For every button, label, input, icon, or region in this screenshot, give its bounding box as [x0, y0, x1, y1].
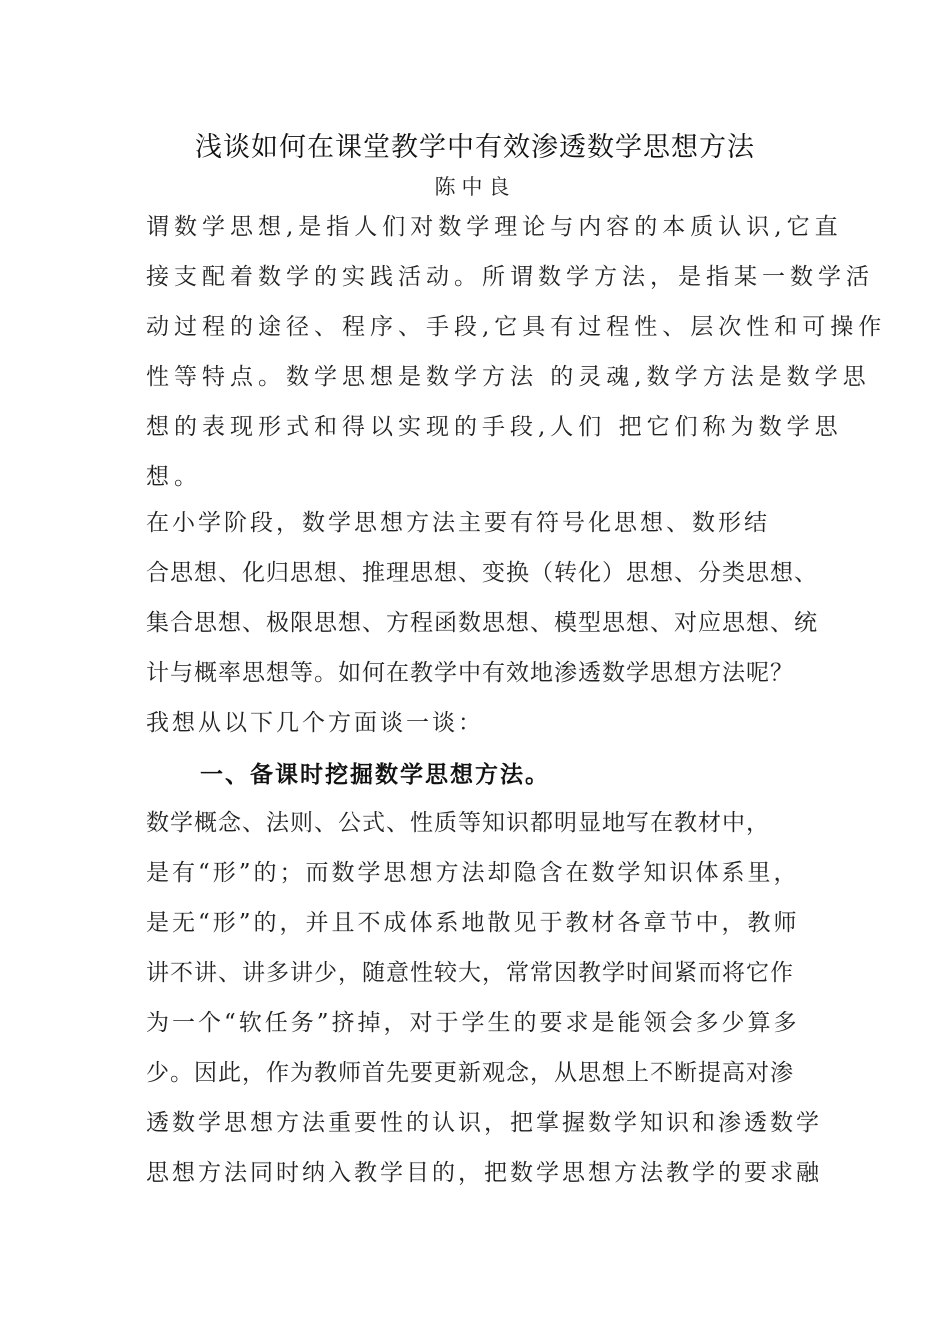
paragraph-line: 讲不讲、讲多讲少，随意性较大，常常因教学时间紧而将它作: [146, 960, 794, 986]
paragraph-line: 在小学阶段，数学思想方法主要有符号化思想、数形结: [146, 510, 770, 536]
paragraph-line: 为一个“软任务”挤掉，对于学生的要求是能领会多少算多: [146, 1010, 800, 1036]
paragraph-line: 想。: [146, 464, 202, 490]
paragraph-line: 谓数学思想,是指人们对数学理论与内容的本质认识,它直: [146, 214, 843, 240]
paragraph-line: 动过程的途径、程序、手段,它具有过程性、层次性和可操作: [146, 314, 887, 340]
author-name: 陈中良: [434, 175, 516, 199]
section-heading: 一、备课时挖掘数学思想方法。: [200, 762, 550, 788]
paragraph-line: 思想方法同时纳入教学目的，把数学思想方法教学的要求融: [146, 1160, 822, 1186]
paragraph-line: 接支配着数学的实践活动。所谓数学方法，是指某一数学活: [146, 264, 874, 290]
paragraph-line: 是有“形”的；而数学思想方法却隐含在数学知识体系里，: [146, 860, 800, 886]
paragraph-line: 合思想、化归思想、推理思想、变换（转化）思想、分类思想、: [146, 560, 818, 586]
paragraph-line: 性等特点。数学思想是数学方法 的灵魂,数学方法是数学思: [146, 364, 871, 390]
paragraph-line: 想的表现形式和得以实现的手段,人们 把它们称为数学思: [146, 414, 843, 440]
document-title: 浅谈如何在课堂教学中有效渗透数学思想方法: [195, 132, 755, 163]
paragraph-line: 透数学思想方法重要性的认识，把掌握数学知识和渗透数学: [146, 1110, 822, 1136]
paragraph-line: 集合思想、极限思想、方程函数思想、模型思想、对应思想、统: [146, 610, 818, 636]
paragraph-line: 我想从以下几个方面谈一谈：: [146, 710, 484, 736]
paragraph-line: 是无“形”的，并且不成体系地散见于教材各章节中，教师: [146, 910, 800, 936]
paragraph-line: 计与概率思想等。如何在教学中有效地渗透数学思想方法呢？: [146, 660, 794, 686]
paragraph-line: 数学概念、法则、公式、性质等知识都明显地写在教材中，: [146, 810, 770, 836]
paragraph-line: 少。因此，作为教师首先要更新观念，从思想上不断提高对渗: [146, 1060, 794, 1086]
